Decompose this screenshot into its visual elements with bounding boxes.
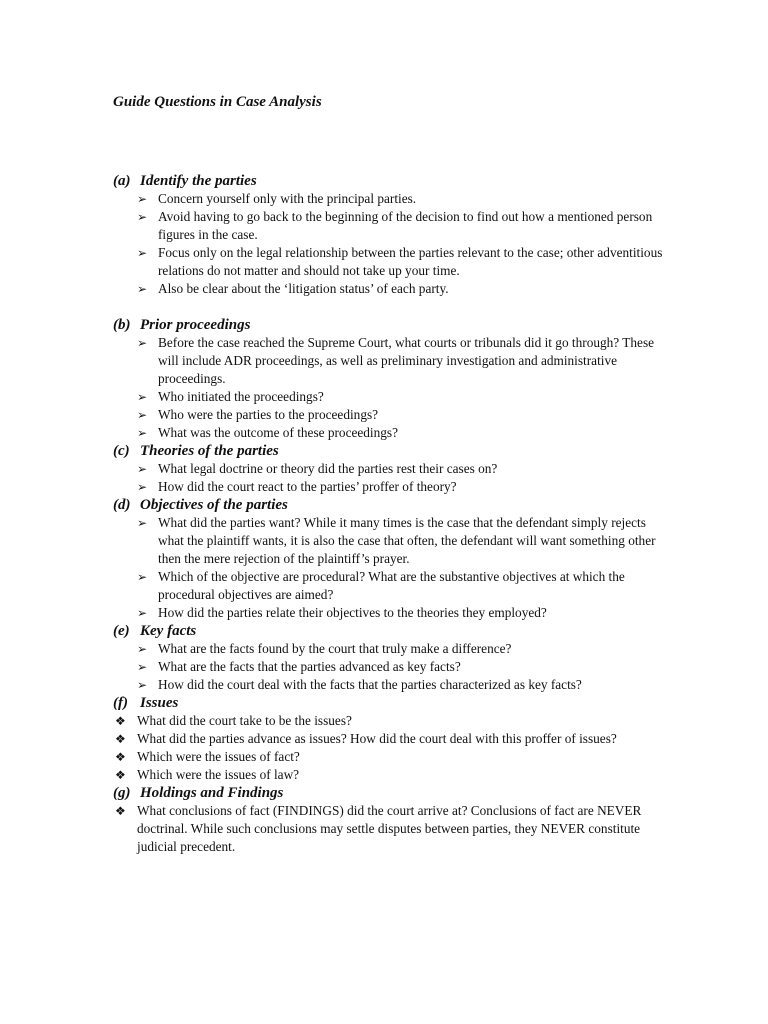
question-item (113, 802, 673, 856)
arrow-bullet-icon: ➢ (137, 192, 148, 206)
question-item (113, 208, 673, 244)
question-text: What are the facts that the parties advanced as key facts? (158, 659, 461, 674)
arrow-bullet-icon: ➢ (137, 642, 148, 656)
question-text: What did the court take to be the issues? (137, 713, 352, 728)
question-list (113, 802, 673, 856)
arrow-bullet-icon: ➢ (137, 210, 148, 224)
section-heading (113, 442, 673, 460)
arrow-bullet-icon: ➢ (137, 408, 148, 422)
question-text: Avoid having to go back to the beginning of the decision to find out how a mentioned person figures in the case. (158, 209, 653, 242)
arrow-bullet-icon: ➢ (137, 282, 148, 296)
section-letter: (c) (113, 443, 130, 459)
section-letter: (d) (113, 497, 131, 513)
section-heading (113, 694, 673, 712)
question-item (113, 568, 673, 604)
question-list (113, 190, 673, 298)
section-d (113, 496, 673, 622)
question-list (113, 334, 673, 442)
question-list (113, 640, 673, 694)
question-item (113, 460, 673, 478)
diamond-bullet-icon: ❖ (115, 714, 126, 728)
question-text: How did the court deal with the facts that the parties characterized as key facts? (158, 677, 582, 692)
section-heading (113, 784, 673, 802)
section-heading-text: Objectives of the parties (140, 497, 288, 513)
arrow-bullet-icon: ➢ (137, 426, 148, 440)
section-heading-text: Holdings and Findings (140, 785, 284, 801)
question-text: How did the court react to the parties’ proffer of theory? (158, 479, 457, 494)
section-letter: (g) (113, 785, 131, 801)
section-f (113, 694, 673, 784)
diamond-bullet-icon: ❖ (115, 768, 126, 782)
question-list (113, 514, 673, 622)
arrow-bullet-icon: ➢ (137, 480, 148, 494)
section-g (113, 784, 673, 856)
section-heading (113, 496, 673, 514)
question-item (113, 676, 673, 694)
section-c (113, 442, 673, 496)
question-text: Also be clear about the ‘litigation status’ of each party. (158, 281, 449, 296)
section-a (113, 172, 673, 298)
section-letter: (a) (113, 173, 131, 189)
question-item (113, 388, 673, 406)
question-list (113, 712, 673, 784)
section-heading-text: Key facts (140, 623, 197, 639)
section-b (113, 316, 673, 442)
section-heading (113, 172, 673, 190)
arrow-bullet-icon: ➢ (137, 678, 148, 692)
diamond-bullet-icon: ❖ (115, 750, 126, 764)
section-letter: (b) (113, 317, 131, 333)
question-text: What conclusions of fact (FINDINGS) did the court arrive at? Conclusions of fact are NEVER doctrinal. While such conclusions may settle disputes between parties, they NEVER constitute judicial precedent. (137, 803, 642, 854)
question-item (113, 730, 673, 748)
question-text: Which were the issues of fact? (137, 749, 300, 764)
arrow-bullet-icon: ➢ (137, 246, 148, 260)
section-heading-text: Identify the parties (140, 173, 257, 189)
section-letter: (f) (113, 695, 128, 711)
arrow-bullet-icon: ➢ (137, 570, 148, 584)
question-text: What are the facts found by the court that truly make a difference? (158, 641, 512, 656)
diamond-bullet-icon: ❖ (115, 732, 126, 746)
question-text: What did the parties want? While it many times is the case that the defendant simply rejects what the plaintiff wants, it is also the case that often, the defendant will want something other then the mere rejection of the plaintiff’s prayer. (158, 515, 656, 566)
arrow-bullet-icon: ➢ (137, 390, 148, 404)
section-heading (113, 622, 673, 640)
arrow-bullet-icon: ➢ (137, 660, 148, 674)
question-text: Who were the parties to the proceedings? (158, 407, 379, 422)
document-title: Guide Questions in Case Analysis (113, 94, 322, 110)
question-text: What legal doctrine or theory did the parties rest their cases on? (158, 461, 498, 476)
section-heading-text: Theories of the parties (140, 443, 279, 459)
question-text: What was the outcome of these proceedings? (158, 425, 398, 440)
question-item (113, 514, 673, 568)
question-item (113, 640, 673, 658)
question-text: Who initiated the proceedings? (158, 389, 324, 404)
question-text: What did the parties advance as issues? How did the court deal with this proffer of issues? (137, 731, 617, 746)
question-item (113, 280, 673, 298)
question-text: Focus only on the legal relationship between the parties relevant to the case; other adventitious relations do not matter and should not take up your time. (158, 245, 663, 278)
question-item (113, 712, 673, 730)
question-item (113, 658, 673, 676)
section-heading-text: Issues (140, 695, 179, 711)
question-text: Before the case reached the Supreme Court, what courts or tribunals did it go through? These will include ADR proceedings, as well as preliminary investigation and administrative proceedings. (158, 335, 655, 386)
question-text: Which of the objective are procedural? What are the substantive objectives at which the procedural objectives are aimed? (158, 569, 625, 602)
question-text: How did the parties relate their objectives to the theories they employed? (158, 605, 547, 620)
question-text: Concern yourself only with the principal parties. (158, 191, 417, 206)
section-letter: (e) (113, 623, 130, 639)
arrow-bullet-icon: ➢ (137, 606, 148, 620)
section-heading (113, 316, 673, 334)
arrow-bullet-icon: ➢ (137, 336, 148, 350)
question-item (113, 334, 673, 388)
question-item (113, 424, 673, 442)
arrow-bullet-icon: ➢ (137, 516, 148, 530)
sections-container (113, 172, 673, 856)
section-e (113, 622, 673, 694)
question-item (113, 244, 673, 280)
question-item (113, 478, 673, 496)
section-heading-text: Prior proceedings (140, 317, 251, 333)
question-item (113, 406, 673, 424)
question-item (113, 190, 673, 208)
arrow-bullet-icon: ➢ (137, 462, 148, 476)
diamond-bullet-icon: ❖ (115, 804, 126, 818)
question-item (113, 766, 673, 784)
question-item (113, 748, 673, 766)
question-text: Which were the issues of law? (137, 767, 300, 782)
question-item (113, 604, 673, 622)
question-list (113, 460, 673, 496)
